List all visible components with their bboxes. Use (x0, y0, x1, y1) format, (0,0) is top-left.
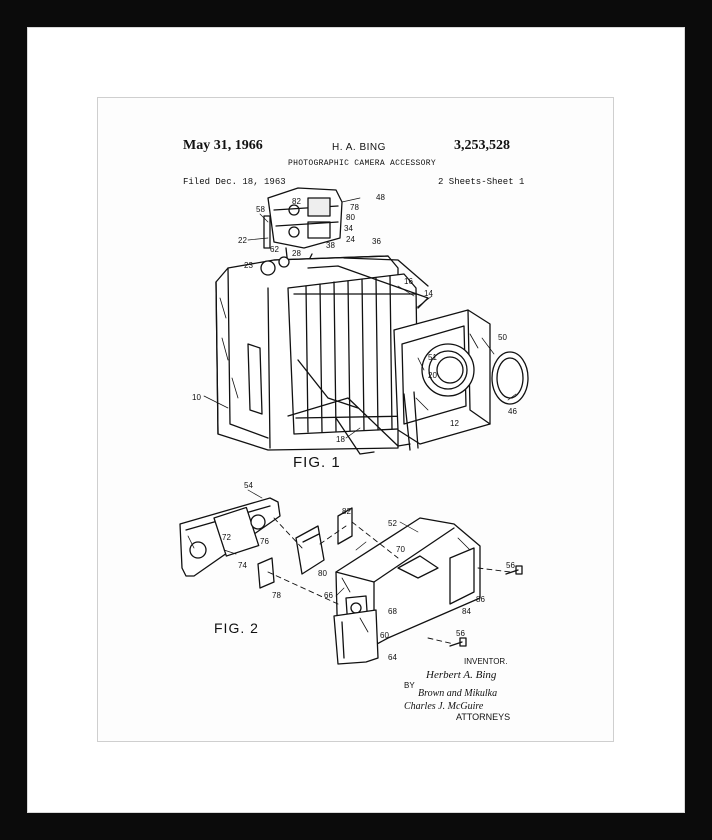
attorneys-label: ATTORNEYS (456, 712, 511, 722)
fig2-label: 52 (388, 519, 397, 528)
fig2-label: 66 (324, 591, 333, 600)
fig1-camera-drawing (216, 188, 528, 454)
attorney-signature-2: Charles J. McGuire (404, 701, 484, 712)
fig1-label: 18 (336, 435, 345, 444)
fig1-label: 80 (346, 213, 355, 222)
fig2-label: 70 (396, 545, 405, 554)
fig1-label: 23 (244, 261, 253, 270)
fig2-caption: FIG. 2 (214, 620, 259, 636)
fig1-label: 58 (256, 205, 265, 214)
fig1-label: 22 (238, 236, 247, 245)
fig1-label: 36 (372, 237, 381, 246)
fig2-label: 54 (244, 481, 253, 490)
fig2-label: 64 (388, 653, 397, 662)
patent-date: May 31, 1966 (183, 138, 263, 153)
fig1-caption: FIG. 1 (293, 454, 341, 471)
fig1-label: 10 (192, 393, 201, 402)
patent-drawing (98, 98, 613, 741)
fig1-label: 48 (376, 193, 385, 202)
filed-date: Filed Dec. 18, 1963 (183, 177, 286, 187)
fig1-label: 51 (428, 353, 437, 362)
by-label: BY (404, 681, 415, 690)
fig2-label: 78 (272, 591, 281, 600)
fig2-label: 84 (462, 607, 471, 616)
fig1-label: 16 (404, 277, 413, 286)
inventor-signature: Herbert A. Bing (426, 669, 497, 681)
fig2-label: 80 (318, 569, 327, 578)
fig1-label: 12 (450, 419, 459, 428)
fig1-label: 34 (344, 224, 353, 233)
patent-number: 3,253,528 (454, 138, 510, 153)
fig2-label: 72 (222, 533, 231, 542)
fig1-label: 62 (270, 245, 279, 254)
fig1-label: 50 (498, 333, 507, 342)
patent-sheet (98, 98, 613, 741)
fig1-label: 24 (346, 235, 355, 244)
sheet-count: 2 Sheets-Sheet 1 (438, 177, 525, 187)
fig2-label: 82 (342, 507, 351, 516)
fig2-label: 86 (476, 595, 485, 604)
inventor-label: INVENTOR. (464, 657, 508, 666)
fig1-label: 46 (508, 407, 517, 416)
fig1-label: 20 (428, 371, 437, 380)
fig2-label: 60 (380, 631, 389, 640)
fig2-label: 56 (456, 629, 465, 638)
fig1-label: 38 (326, 241, 335, 250)
signatures (404, 669, 497, 712)
fig2-exploded-drawing (180, 498, 522, 664)
patent-title: PHOTOGRAPHIC CAMERA ACCESSORY (288, 159, 436, 168)
inventor-name: H. A. BING (332, 142, 386, 153)
fig2-label: 68 (388, 607, 397, 616)
fig2-label: 76 (260, 537, 269, 546)
fig2-label: 74 (238, 561, 247, 570)
fig1-label: 78 (350, 203, 359, 212)
fig2-label: 56 (506, 561, 515, 570)
attorney-signature-1: Brown and Mikulka (418, 688, 498, 699)
fig1-label: 82 (292, 197, 301, 206)
fig1-label: 28 (292, 249, 301, 258)
fig1-label: 14 (424, 289, 433, 298)
